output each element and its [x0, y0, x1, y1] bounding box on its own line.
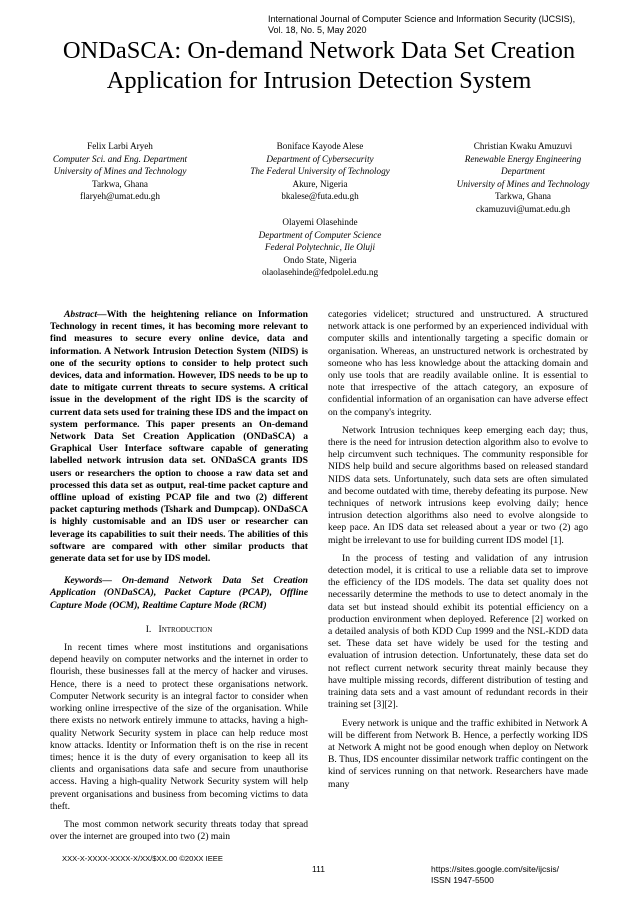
author-name: Olayemi Olasehinde: [282, 217, 358, 227]
author-organization: University of Mines and Technology: [456, 178, 590, 189]
author-block-4: [225, 216, 415, 279]
author-department: Renewable Energy Engineering: [464, 153, 582, 164]
journal-header: [268, 14, 575, 36]
author-department-cont: Department: [501, 166, 545, 176]
journal-url[interactable]: https://sites.google.com/site/ijcsis/: [431, 864, 560, 874]
title-line-2: Application for Intrusion Detection System: [106, 67, 532, 94]
title-line-1: ONDaSCA: On-demand Network Data Set Creation: [62, 37, 576, 64]
author-department: Department of Cybersecurity: [266, 153, 374, 164]
body-paragraph: Every network is unique and the traffic exhibited in Network A will be different from Network B. Hence, a perfectly working IDS at Network A might not be good enough when deploy on Network B. Thus, IDS encounter dissimilar network traffic contingent on the kind of services running on that network. Researchers have made many: [328, 717, 588, 790]
author-name: Boniface Kayode Alese: [276, 141, 364, 151]
keywords: [50, 575, 308, 612]
author-block-3: [428, 140, 618, 215]
left-column: [50, 309, 308, 843]
author-location: Ondo State, Nigeria: [283, 254, 357, 265]
author-location: Tarkwa, Ghana: [92, 178, 148, 189]
issn: ISSN 1947-5500: [431, 875, 494, 885]
abstract-text: With the heightening reliance on Information Technology in recent times, it has becoming more relevant to find measures to secure every online device, data and information. A Network Intrusion Detection System (NIDS) is one of the security options to consider to help protect such devices, data and information. However, IDS needs to be up to date to mitigate current threats to secure systems. A critical issue in the development of the right IDS is the scarcity of current data sets used for training these IDS and the impact on system performance. This paper presents an On-demand Network Data Set Creation Application (ONDaSCA) a Graphical User Interface software capable of generating labelled network intrusion data set. ONDaSCA grants IDS users or researchers the option to choose a raw data set and processed this data set as output, real-time packet capture and offline upload of existing PCAP file and two (2) different packet capturing methods (Tshark and Dumpcap). ONDaSCA is highly customisable and an IDS user or researcher can leverage its capabilities to suit their needs. The abilities of this software are compared with other similar products that generate data set for use by IDS model.: [50, 309, 308, 565]
paper-title: [10, 36, 628, 96]
author-email[interactable]: ckamuzuvi@umat.edu.gh: [475, 203, 571, 214]
author-location: Akure, Nigeria: [292, 178, 348, 189]
author-email[interactable]: bkalese@futa.edu.gh: [281, 191, 359, 201]
author-organization: Federal Polytechnic, Ile Oluji: [264, 242, 376, 252]
author-block-1: [30, 140, 210, 203]
author-email[interactable]: flaryeh@umat.edu.gh: [80, 191, 160, 201]
body-paragraph: The most common network security threats today that spread over the internet are grouped into two (2) main: [50, 818, 308, 843]
author-name: Felix Larbi Aryeh: [87, 141, 153, 151]
author-location: Tarkwa, Ghana: [495, 191, 551, 201]
author-email[interactable]: olaolasehinde@fedpolel.edu.ng: [261, 267, 379, 277]
journal-volume: Vol. 18, No. 5, May 2020: [268, 25, 367, 35]
author-organization: University of Mines and Technology: [53, 166, 187, 176]
author-organization: The Federal University of Technology: [250, 166, 390, 176]
copyright-notice: XXX-X-XXXX-XXXX-X/XX/$XX.00 ©20XX IEEE: [62, 854, 223, 863]
author-department: Department of Computer Science: [258, 229, 382, 240]
body-paragraph: categories videlicet; structured and unstructured. A structured network attack is one performed by an experienced individual with computer skills and intentionally targeting a specific domain or organisation. Whereas, an unstructured network is orchestrated by someone who has less knowledge about the attacking domain and only use tools that are readily available online. It is essential to note that irrespective of the attach category, an exposure of confidential information of an organisation can have adverse effect on the company's integrity.: [328, 309, 588, 418]
abstract-label: Abstract—: [64, 309, 107, 320]
author-name: Christian Kwaku Amuzuvi: [473, 141, 573, 151]
author-block-2: [225, 140, 415, 203]
body-paragraph: In recent times where most institutions and organisations depend heavily on computer networks and the internet in order to flourish, these businesses fall at the mercy of hacker and viruses. Hence, there is a need to protect these organisations network. Computer Network security is an integral factor to consider when working online irrespective of the size of the organisation. While there exists no network entirely immune to attacks, having a high-quality Network Security system in place can help reduce most know attacks. Identity or Information theft is on the rise in recent times; hence it is the duty of every organisation to keep all its clients and organisations data safe and secure from unauthorise access. Having a high-quality Network Security system will help prevent organisations and business from becoming victims to data theft.: [50, 642, 308, 812]
journal-name: International Journal of Computer Science and Information Security (IJCSIS),: [268, 14, 576, 24]
page-number: 111: [312, 864, 325, 874]
body-paragraph: In the process of testing and validation of any intrusion detection model, it is critical to use a reliable data set to improve the efficiency of the IDS models. The data set quality does not necessarily determine the methods to use to detect anomaly in the data set but instead should exhibit its potential efficiency on a production environment when deployed. Reference [2] worked on a detailed analysis of both KDD Cup 1999 and the NSL-KDD data set. These data set have widely be used for the testing and evaluation of intrusion detection. Unfortunately, these data set do not reflect current network security threat mainly because they have multiple missing records, different distribution of testing and training data sets and a vast amount of redundant records in their training set [3][2].: [328, 552, 588, 711]
section-heading: [50, 624, 308, 636]
section-title: Introduction: [158, 623, 213, 635]
author-department: Computer Sci. and Eng. Department: [52, 153, 188, 164]
footer-info: [431, 864, 559, 886]
body-paragraph: Network Intrusion techniques keep emerging each day; thus, there is the need for intrusion detection algorithm also to evolve to help circumvent such techniques. The community responsible for NIDS help build and secure algorithms based on released standard NIDS data sets. Unfortunately, such data sets are often simulated and become outdated with time, thereby defeating its purpose. New techniques of network intrusions keep evolving daily; hence intrusion detection algorithms also need to evolve alongside to keep pace. An IDS data set released about a year or two (2) ago might be irrelevant to use for building current IDS model [1].: [328, 424, 588, 546]
keywords-text: On-demand Network Data Set Creation Application (ONDaSCA), Packet Capture (PCAP), Offline Capture Mode (OCM), Realtime Capture Mode (RCM): [50, 575, 308, 611]
keywords-label: Keywords—: [64, 575, 112, 587]
abstract: [50, 309, 308, 565]
right-column: [328, 309, 588, 791]
section-number: I.: [145, 623, 152, 635]
